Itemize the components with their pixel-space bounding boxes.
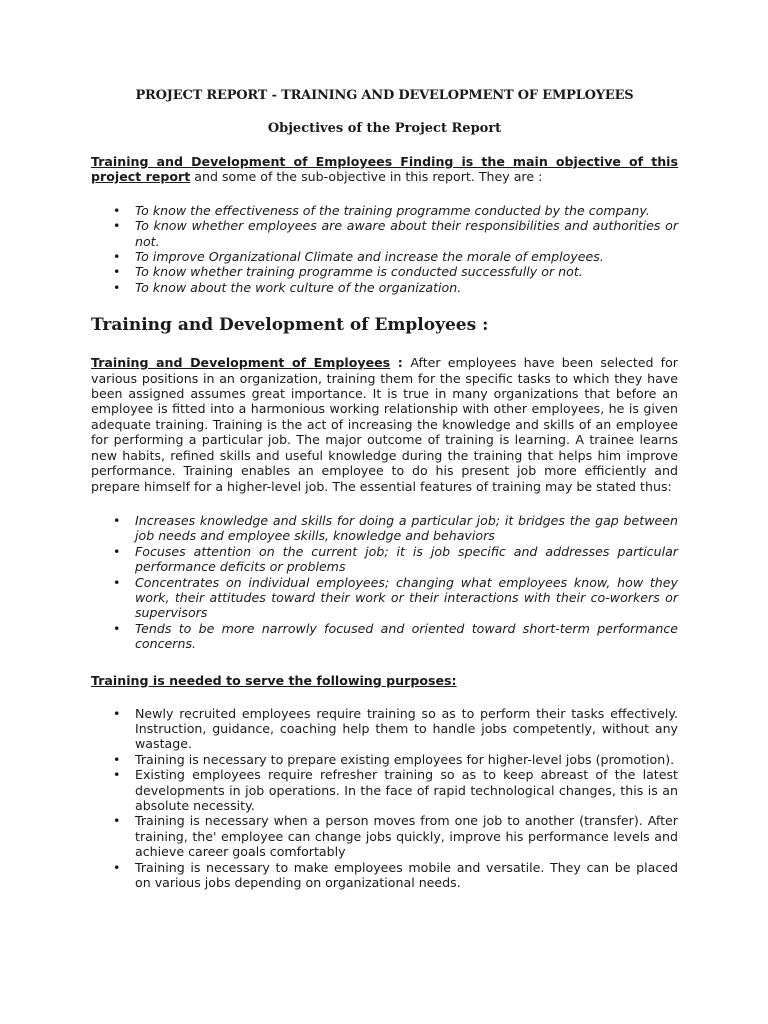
section-paragraph (91, 355, 678, 494)
bullet-icon: • (113, 202, 121, 218)
list-item (91, 813, 678, 859)
objectives-list (91, 203, 678, 295)
list-item-text: Tends to be more narrowly focused and oriented toward short-term performance concerns. (135, 620, 678, 652)
bullet-icon: • (113, 264, 121, 280)
list-item-text: Training is necessary when a person moves from one job to another (transfer). After training, the' employee can change jobs quickly, improve his performance levels and achieve career goals comfortably (135, 813, 678, 860)
purposes-list (91, 706, 678, 891)
list-item (91, 621, 678, 652)
section-body-text: After employees have been selected for various positions in an organization, training them for the specific tasks to which they have been assigned assumes great importance. It is true in many organizations that before an employee is fitted into a harmonious working relationship with other employees, he is given adequate training. Training is the act of increasing the knowledge and skills of an employee for performing a particular job. The major outcome of training is learning. A trainee learns new habits, refined skills and useful knowledge during the training that helps him improve performance. Training enables an employee to do his present job more efficiently and prepare himself for a higher-level job. The essential features of training may be stated thus: (91, 355, 678, 494)
bullet-icon: • (113, 620, 121, 636)
section-lead-bold: Training and Development of Employees (91, 355, 391, 371)
intro-paragraph (91, 154, 678, 185)
bullet-icon: • (113, 512, 121, 528)
features-list (91, 513, 678, 652)
list-item (91, 203, 678, 218)
list-item-text: Training is necessary to make employees mobile and versatile. They can be placed on various jobs depending on organizational needs. (135, 859, 678, 891)
list-item-text: Focuses attention on the current job; it is job specific and addresses particular performance deficits or problems (135, 543, 678, 575)
list-item-text: Newly recruited employees require training so as to perform their tasks effectively. Instruction, guidance, coaching help them to handle jobs competently, without any wastage. (135, 705, 678, 752)
list-item (91, 280, 678, 295)
list-item (91, 575, 678, 621)
bullet-icon: • (113, 767, 121, 783)
list-item (91, 706, 678, 752)
list-item-text: To know whether training programme is conducted successfully or not. (135, 264, 583, 280)
list-item-text: Existing employees require refresher training so as to keep abreast of the latest developments in job operations. In the face of rapid technological changes, this is an absolute necessity. (135, 767, 678, 813)
bullet-icon: • (113, 813, 121, 829)
list-item (91, 218, 678, 249)
list-item (91, 513, 678, 544)
list-item (91, 860, 678, 891)
bullet-icon: • (113, 705, 121, 721)
list-item (91, 767, 678, 813)
bullet-icon: • (113, 218, 121, 234)
list-item-text: Increases knowledge and skills for doing a particular job; it bridges the gap between job needs and employee skills, knowledge and behaviors (135, 512, 678, 544)
bullet-icon: • (113, 751, 121, 767)
list-item-text: To improve Organizational Climate and increase the morale of employees. (135, 249, 604, 265)
list-item (91, 249, 678, 264)
list-item (91, 544, 678, 575)
list-item-text: To know the effectiveness of the training programme conducted by the company. (135, 202, 650, 218)
list-item (91, 752, 678, 767)
section-heading: Training and Development of Employees : (91, 315, 489, 336)
list-item-text: Training is necessary to prepare existing employees for higher-level jobs (promotion). (135, 751, 675, 767)
intro-bold-text: Training and Development of Employees Finding is the main objective of this project report (91, 154, 678, 185)
bullet-icon: • (113, 249, 121, 265)
bullet-icon: • (113, 574, 121, 590)
intro-text: and some of the sub-objective in this report. They are : (190, 169, 543, 185)
list-item-text: Concentrates on individual employees; changing what employees know, how they work, their attitudes toward their work or their interactions with their co-workers or supervisors (135, 574, 678, 621)
section-lead-colon: : (390, 355, 411, 371)
purpose-heading: Training is needed to serve the following purposes: (91, 672, 457, 688)
document-title: PROJECT REPORT - TRAINING AND DEVELOPMENT OF EMPLOYEES (135, 88, 634, 103)
bullet-icon: • (113, 543, 121, 559)
bullet-icon: • (113, 859, 121, 875)
list-item-text: To know whether employees are aware about their responsibilities and authorities or not. (135, 218, 678, 249)
list-item-text: To know about the work culture of the organization. (135, 279, 462, 295)
document-subtitle: Objectives of the Project Report (267, 121, 502, 136)
bullet-icon: • (113, 279, 121, 295)
document-page (91, 88, 678, 890)
list-item (91, 264, 678, 279)
